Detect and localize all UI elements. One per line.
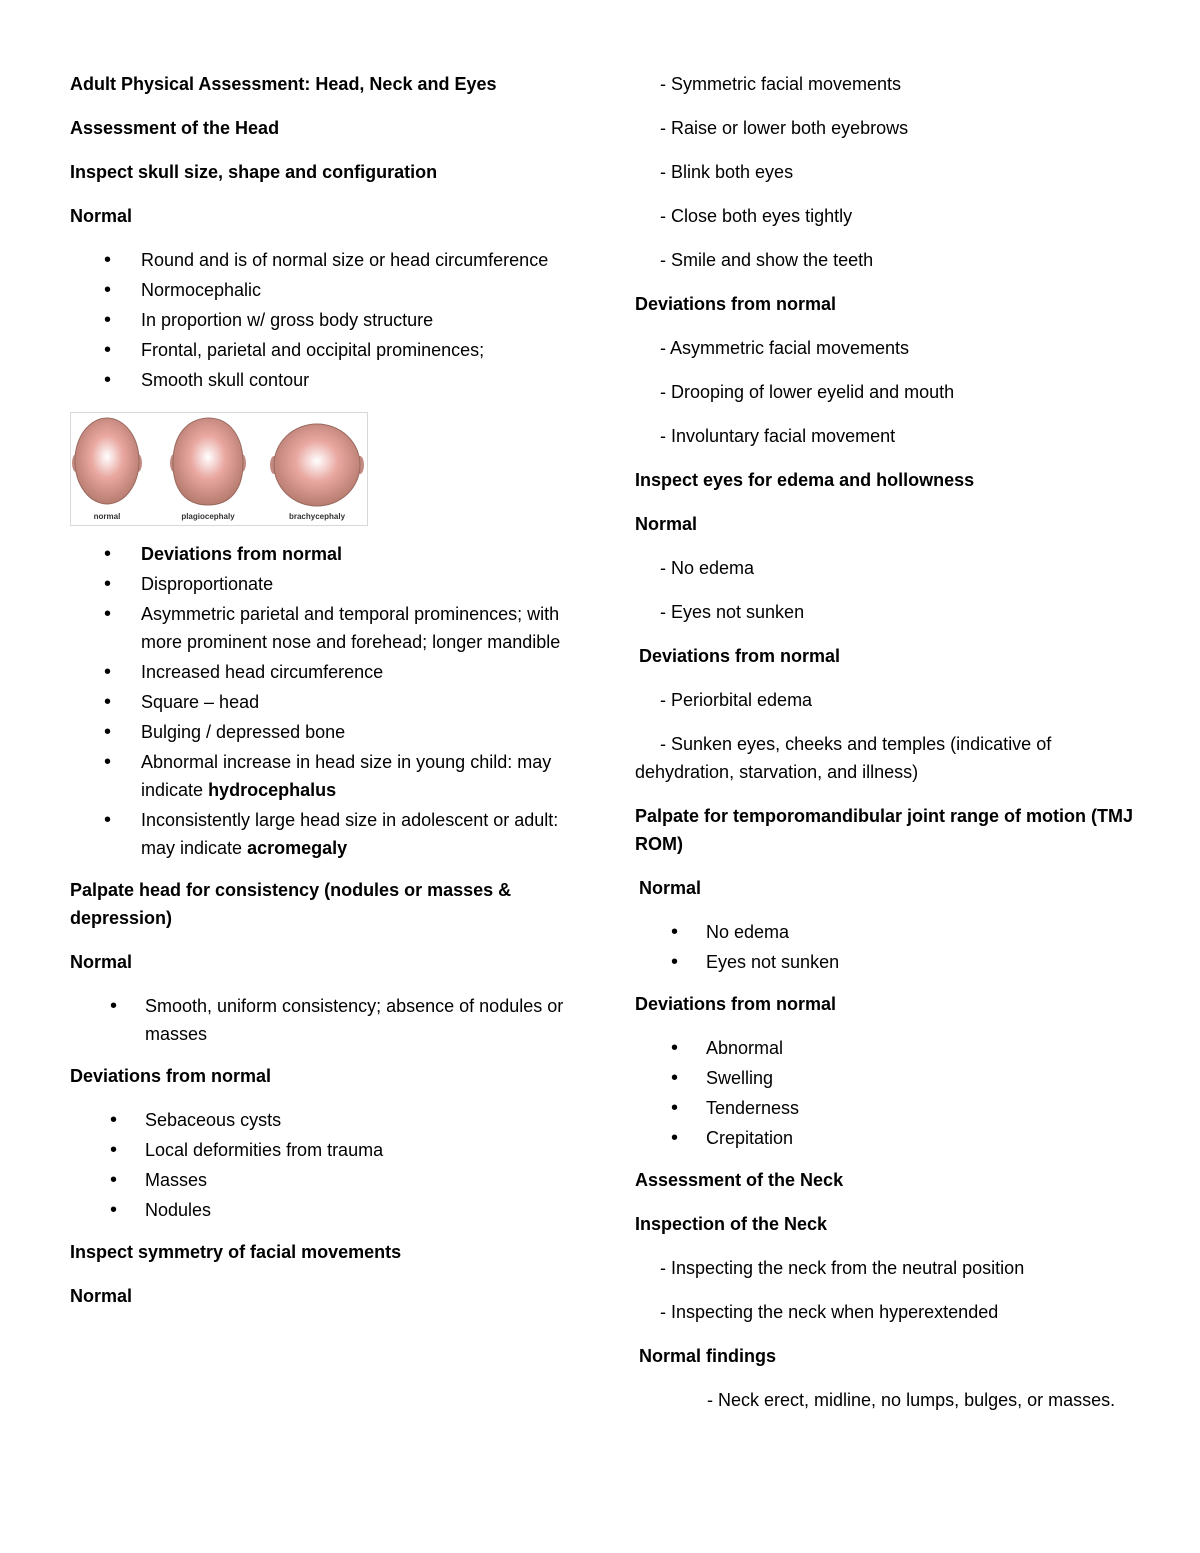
label-deviations: Deviations from normal bbox=[70, 1066, 272, 1086]
dash-item: - Sunken eyes, cheeks and temples (indicative of dehydration, starvation, and illness) bbox=[635, 734, 1052, 782]
label-normal: Normal bbox=[70, 952, 133, 972]
figure-label-plagiocephaly: plagiocephaly bbox=[181, 512, 235, 521]
subheading-inspect-eyes: Inspect eyes for edema and hollowness bbox=[635, 470, 975, 490]
dash-item: - Close both eyes tightly bbox=[660, 206, 853, 226]
dash-item: - Asymmetric facial movements bbox=[660, 338, 910, 358]
label-deviations: Deviations from normal bbox=[635, 294, 837, 314]
list-item: • Eyes not sunken bbox=[635, 948, 1140, 976]
dash-item: - Periorbital edema bbox=[660, 690, 813, 710]
list-item: • Local deformities from trauma bbox=[70, 1136, 580, 1164]
subheading-inspect-facial: Inspect symmetry of facial movements bbox=[70, 1242, 402, 1262]
list-item: • In proportion w/ gross body structure bbox=[70, 306, 580, 334]
dash-item: - Inspecting the neck from the neutral position bbox=[660, 1258, 1025, 1278]
dash-item: - Eyes not sunken bbox=[660, 602, 805, 622]
list-item-heading bbox=[70, 540, 580, 568]
figure-label-brachycephaly: brachycephaly bbox=[288, 512, 346, 521]
document-title: Adult Physical Assessment: Head, Neck and Eyes bbox=[70, 74, 497, 94]
list-item: • Smooth, uniform consistency; absence of nodules or masses bbox=[70, 992, 580, 1048]
subheading-tmj: Palpate for temporomandibular joint range of motion (TMJ ROM) bbox=[635, 806, 1134, 854]
head-brachycephaly-icon bbox=[270, 424, 364, 506]
right-column bbox=[635, 70, 1140, 1430]
list-item: • Round and is of normal size or head circumference bbox=[70, 246, 580, 274]
list-item: • Masses bbox=[70, 1166, 580, 1194]
label-normal-findings: Normal findings bbox=[639, 1346, 777, 1366]
dash-item: - Symmetric facial movements bbox=[660, 74, 902, 94]
palpate-normal-list bbox=[70, 992, 580, 1048]
label-normal: Normal bbox=[70, 206, 133, 226]
list-item: • Frontal, parietal and occipital prominences; bbox=[70, 336, 580, 364]
item-text: Abnormal increase in head size in young child: may indicate bbox=[141, 752, 552, 800]
list-item: • Nodules bbox=[70, 1196, 580, 1224]
list-item: • Bulging / depressed bone bbox=[70, 718, 580, 746]
label-normal: Normal bbox=[635, 514, 698, 534]
normal-list bbox=[70, 246, 580, 394]
list-item: • Square – head bbox=[70, 688, 580, 716]
subheading-palpate-head: Palpate head for consistency (nodules or masses & depression) bbox=[70, 880, 512, 928]
section-heading-neck: Assessment of the Neck bbox=[635, 1170, 844, 1190]
label-normal: Normal bbox=[70, 1286, 133, 1306]
list-item: • Smooth skull contour bbox=[70, 366, 580, 394]
list-item: • Disproportionate bbox=[70, 570, 580, 598]
list-item: • Sebaceous cysts bbox=[70, 1106, 580, 1134]
list-item: • Tenderness bbox=[635, 1094, 1140, 1122]
head-plagiocephaly-icon bbox=[170, 418, 246, 505]
label-deviations: Deviations from normal bbox=[639, 646, 841, 666]
dash-item: - Drooping of lower eyelid and mouth bbox=[660, 382, 955, 402]
head-shapes-image bbox=[71, 413, 367, 525]
list-item: • Crepitation bbox=[635, 1124, 1140, 1152]
head-shape-figure bbox=[70, 412, 368, 526]
list-item: • Asymmetric parietal and temporal prominences; with more prominent nose and forehead; longer mandible bbox=[70, 600, 580, 656]
dash-item: - Raise or lower both eyebrows bbox=[660, 118, 909, 138]
item-bold-term: acromegaly bbox=[247, 838, 348, 858]
dash-item: - Smile and show the teeth bbox=[660, 250, 874, 270]
item-text: Inconsistently large head size in adolescent or adult: may indicate bbox=[141, 810, 559, 858]
dash-item: - Blink both eyes bbox=[660, 162, 794, 182]
left-column bbox=[70, 70, 580, 1326]
dash-item: - Inspecting the neck when hyperextended bbox=[660, 1302, 999, 1322]
list-item bbox=[70, 748, 580, 804]
head-normal-icon bbox=[72, 418, 142, 504]
dash-item: - Neck erect, midline, no lumps, bulges, or masses. bbox=[707, 1390, 1116, 1410]
item-bold-term: hydrocephalus bbox=[208, 780, 337, 800]
subheading-inspect-skull: Inspect skull size, shape and configuration bbox=[70, 162, 438, 182]
label-deviations: Deviations from normal bbox=[635, 994, 837, 1014]
list-item: • Abnormal bbox=[635, 1034, 1140, 1062]
section-heading-head: Assessment of the Head bbox=[70, 118, 280, 138]
dash-item: - No edema bbox=[660, 558, 755, 578]
label-normal: Normal bbox=[639, 878, 702, 898]
dash-item: - Involuntary facial movement bbox=[660, 426, 896, 446]
figure-label-normal: normal bbox=[93, 512, 121, 521]
list-item: • Swelling bbox=[635, 1064, 1140, 1092]
deviations-list bbox=[70, 540, 580, 862]
list-item: • Normocephalic bbox=[70, 276, 580, 304]
list-item bbox=[70, 806, 580, 862]
list-item: • Increased head circumference bbox=[70, 658, 580, 686]
palpate-deviations-list bbox=[70, 1106, 580, 1224]
list-item: • No edema bbox=[635, 918, 1140, 946]
deviations-heading: Deviations from normal bbox=[141, 544, 343, 564]
tmj-deviations-list bbox=[635, 1034, 1140, 1152]
tmj-normal-list bbox=[635, 918, 1140, 976]
subheading-neck-inspection: Inspection of the Neck bbox=[635, 1214, 828, 1234]
